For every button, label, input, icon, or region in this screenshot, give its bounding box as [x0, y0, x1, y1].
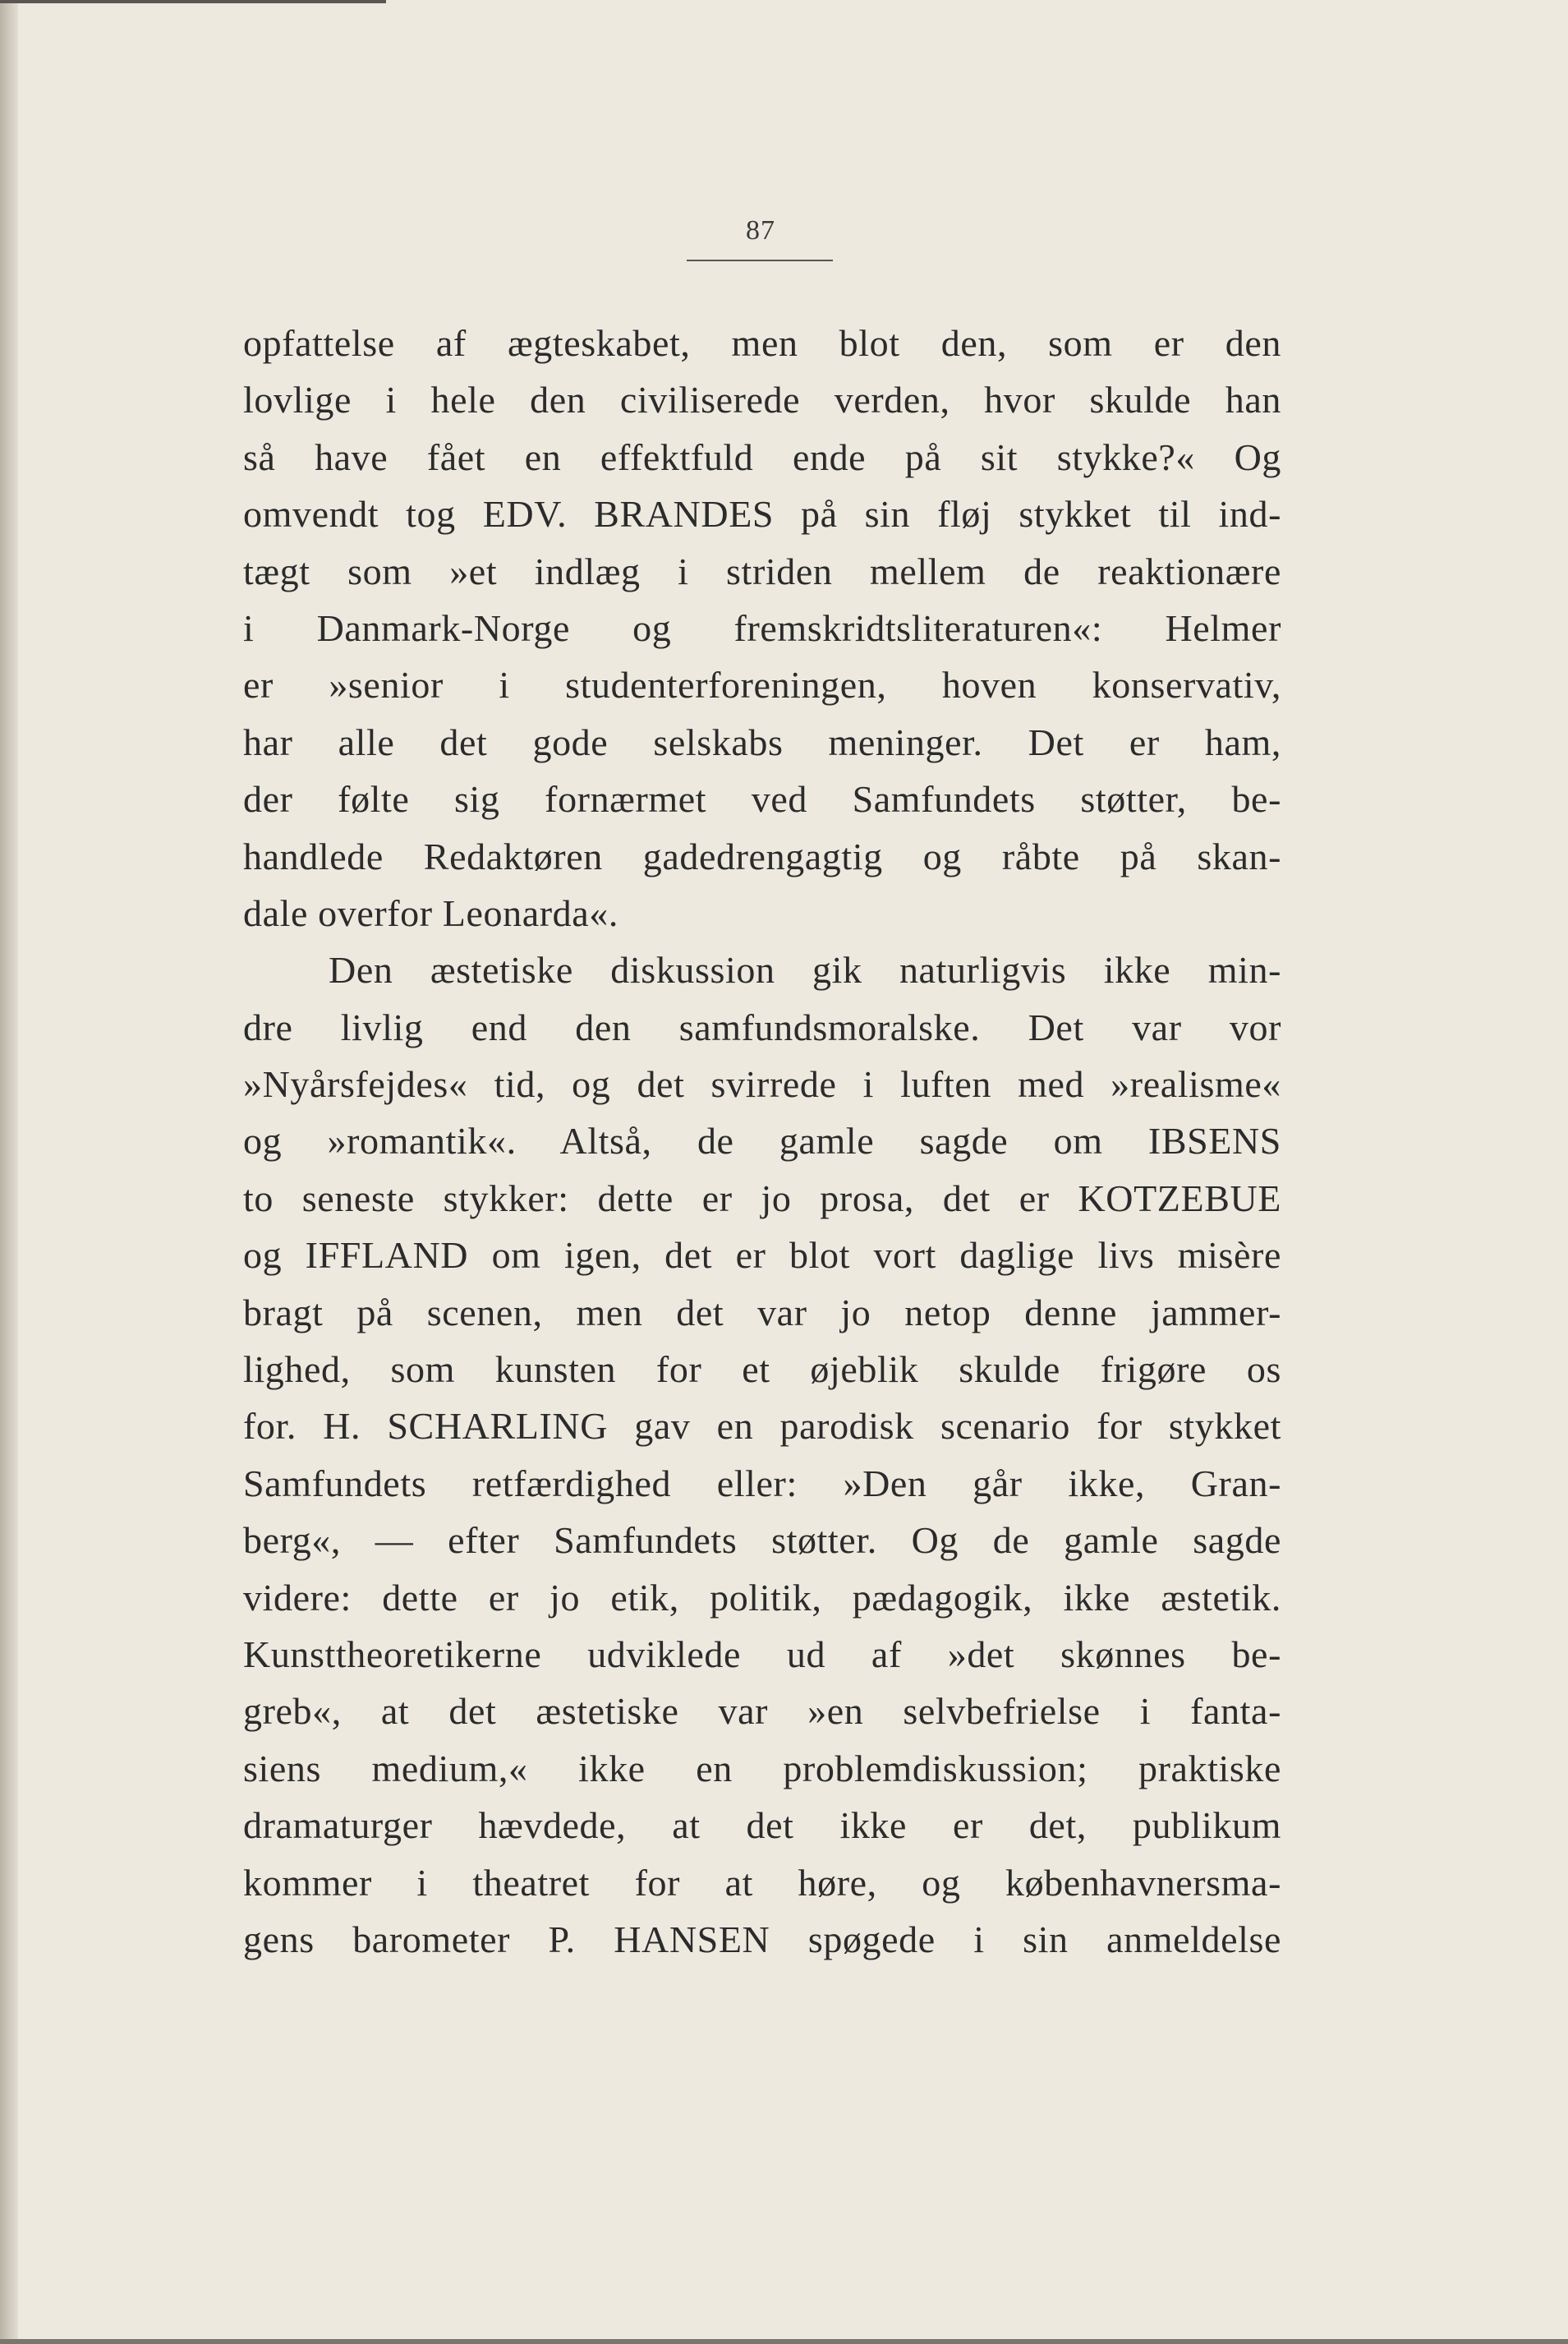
text-line: så have fået en effektfuld ende på sit stykke?« Og	[243, 435, 1281, 478]
text-line: lovlige i hele den civiliserede verden, hvor skulde han	[243, 379, 1281, 421]
text-line: og »romantik«. Altså, de gamle sagde om IBSENS	[243, 1120, 1281, 1163]
text-line: der følte sig fornærmet ved Samfundets støtter, be-	[243, 778, 1281, 821]
text-line: handlede Redaktøren gadedrengagtig og råbte på skan-	[243, 835, 1281, 877]
text-line: Samfundets retfærdighed eller: »Den går ikke, Gran-	[243, 1462, 1281, 1504]
page-top-edge	[0, 0, 386, 3]
text-line: dre livlig end den samfundsmoralske. Det var vor	[243, 1006, 1281, 1048]
page-bottom-edge	[0, 2339, 1568, 2344]
text-line: berg«, — efter Samfundets støtter. Og de gamle sagde	[243, 1519, 1281, 1562]
text-line: to seneste stykker: dette er jo prosa, det er KOTZEBUE	[243, 1177, 1281, 1219]
text-line: »Nyårsfejdes« tid, og det svirrede i luften med »realisme«	[243, 1063, 1281, 1106]
text-line: er »senior i studenterforeningen, hoven konservativ,	[243, 664, 1281, 707]
text-line: bragt på scenen, men det var jo netop denne jammer-	[243, 1291, 1281, 1333]
text-line: dale overfor Leonarda«.	[243, 891, 618, 934]
text-line: har alle det gode selskabs meninger. Det er ham,	[243, 721, 1281, 763]
text-line: for. H. SCHARLING gav en parodisk scenario for stykket	[243, 1405, 1281, 1448]
body-text	[243, 315, 1281, 1968]
text-line: tægt som »et indlæg i striden mellem de reaktionære	[243, 550, 1281, 592]
paragraph-start-line: Den æstetiske diskussion gik naturligvis ikke min-	[329, 949, 1281, 992]
text-line: Kunsttheoretikerne udviklede ud af »det skønnes be-	[243, 1633, 1281, 1675]
text-line: og IFFLAND om igen, det er blot vort daglige livs misère	[243, 1234, 1281, 1277]
text-line: videre: dette er jo etik, politik, pædagogik, ikke æstetik.	[243, 1576, 1281, 1619]
page-number-rule	[687, 260, 833, 261]
text-line: kommer i theatret for at høre, og københavnersma-	[243, 1861, 1281, 1904]
text-line: opfattelse af ægteskabet, men blot den, som er den	[243, 322, 1281, 364]
text-line: dramaturger hævdede, at det ikke er det, publikum	[243, 1804, 1281, 1847]
page-number: 87	[746, 215, 775, 246]
text-line: i Danmark-Norge og fremskridtsliteraturen«: Helmer	[243, 606, 1281, 649]
text-line: omvendt tog EDV. BRANDES på sin fløj stykket til ind-	[243, 493, 1281, 536]
spine-shadow	[0, 0, 18, 2344]
text-line: siens medium,« ikke en problemdiskussion; praktiske	[243, 1747, 1281, 1789]
text-line: greb«, at det æstetiske var »en selvbefrielse i fanta-	[243, 1690, 1281, 1733]
text-line: gens barometer P. HANSEN spøgede i sin anmeldelse	[243, 1918, 1281, 1960]
text-line: lighed, som kunsten for et øjeblik skulde frigøre os	[243, 1348, 1281, 1391]
